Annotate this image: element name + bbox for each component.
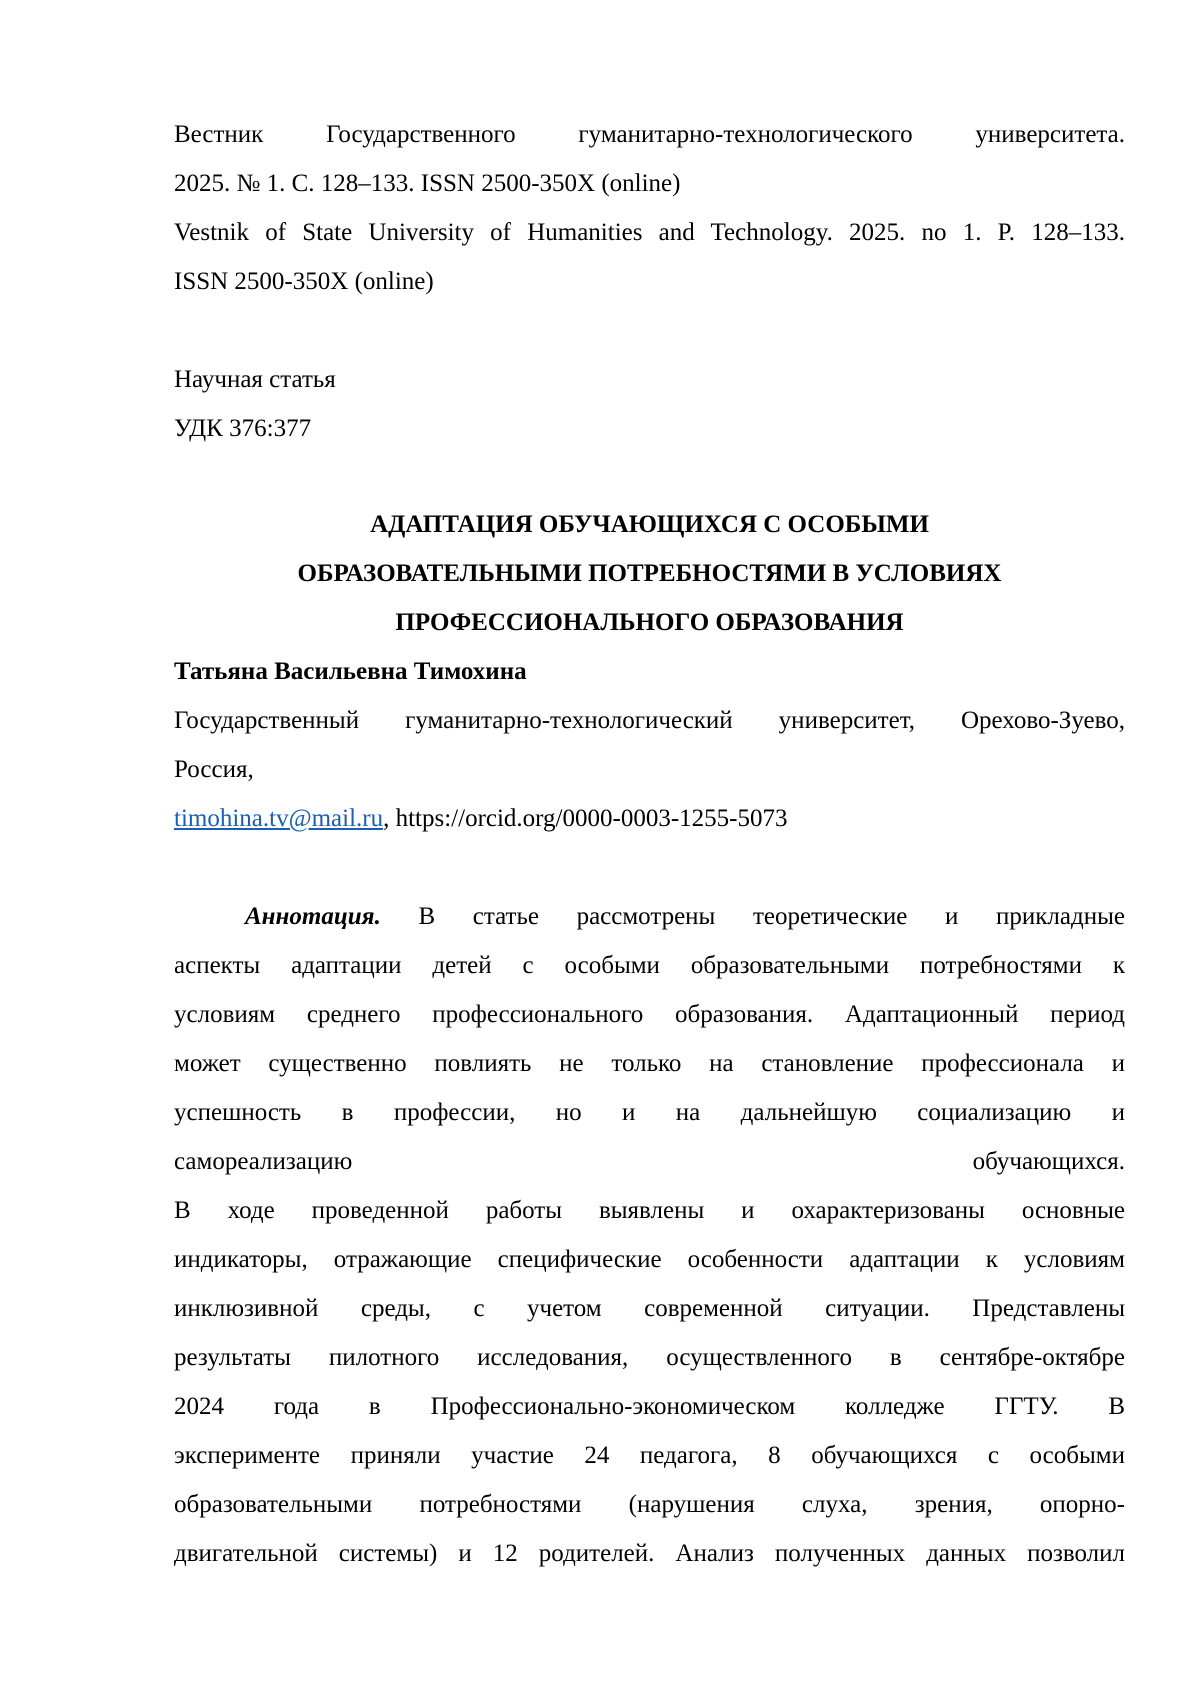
citation-en-line2: ISSN 2500-350X (online) <box>174 257 1125 306</box>
spacer <box>174 453 1125 500</box>
abstract-label: Аннотация. <box>245 903 381 930</box>
udc-code: УДК 376:377 <box>174 404 1125 453</box>
abstract-line: аспекты адаптации детей с особыми образовательными потребностями к <box>174 941 1125 990</box>
article-title-line3: ПРОФЕССИОНАЛЬНОГО ОБРАЗОВАНИЯ <box>174 598 1125 647</box>
abstract-first-line-text: В статье рассмотрены теоретические и прикладные <box>418 903 1125 930</box>
abstract-line-1 <box>174 892 1125 941</box>
author-email-link[interactable]: timohina.tv@mail.ru <box>174 805 383 832</box>
abstract-line: может существенно повлиять не только на становление профессионала и <box>174 1039 1125 1088</box>
spacer <box>174 306 1125 355</box>
abstract-line: 2024 года в Профессионально-экономическом колледже ГГТУ. В <box>174 1382 1125 1431</box>
abstract-line: В ходе проведенной работы выявлены и охарактеризованы основные <box>174 1186 1125 1235</box>
article-page <box>174 110 1125 1578</box>
affiliation-line1: Государственный гуманитарно-технологический университет, Орехово-Зуево, <box>174 696 1125 745</box>
abstract-line: двигательной системы) и 12 родителей. Анализ полученных данных позволил <box>174 1529 1125 1578</box>
author-name: Татьяна Васильевна Тимохина <box>174 647 1125 696</box>
abstract-line: условиям среднего профессионального образования. Адаптационный период <box>174 990 1125 1039</box>
abstract-line: индикаторы, отражающие специфические особенности адаптации к условиям <box>174 1235 1125 1284</box>
spacer <box>174 843 1125 892</box>
citation-ru-line2: 2025. № 1. С. 128–133. ISSN 2500-350X (online) <box>174 159 1125 208</box>
contact-line <box>174 794 1125 843</box>
abstract-line: результаты пилотного исследования, осуществленного в сентябре-октябре <box>174 1333 1125 1382</box>
article-title-line1: АДАПТАЦИЯ ОБУЧАЮЩИХСЯ С ОСОБЫМИ <box>174 500 1125 549</box>
orcid-text: , https://orcid.org/0000-0003-1255-5073 <box>383 805 787 832</box>
abstract-line: образовательными потребностями (нарушения слуха, зрения, опорно- <box>174 1480 1125 1529</box>
citation-ru-line1: Вестник Государственного гуманитарно-технологического университета. <box>174 110 1125 159</box>
abstract-line: самореализацию обучающихся. <box>174 1137 1125 1186</box>
article-title-line2: ОБРАЗОВАТЕЛЬНЫМИ ПОТРЕБНОСТЯМИ В УСЛОВИЯХ <box>174 549 1125 598</box>
citation-en-line1: Vestnik of State University of Humanities and Technology. 2025. no 1. P. 128–133. <box>174 208 1125 257</box>
affiliation-line2: Россия, <box>174 745 1125 794</box>
abstract-line: эксперименте приняли участие 24 педагога, 8 обучающихся с особыми <box>174 1431 1125 1480</box>
abstract-line: инклюзивной среды, с учетом современной ситуации. Представлены <box>174 1284 1125 1333</box>
article-type: Научная статья <box>174 355 1125 404</box>
abstract-line: успешность в профессии, но и на дальнейшую социализацию и <box>174 1088 1125 1137</box>
